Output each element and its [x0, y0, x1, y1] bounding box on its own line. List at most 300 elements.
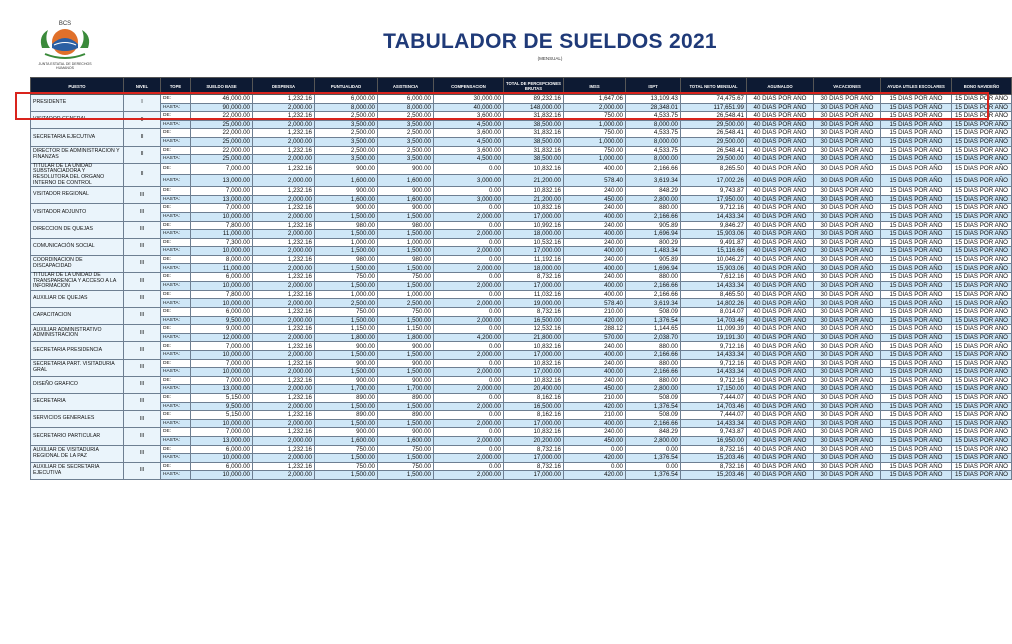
value-cell: 17,000.00	[504, 419, 564, 428]
value-cell: 20,400.00	[504, 385, 564, 394]
value-cell: 15 DIAS POR AÑO	[952, 333, 1012, 342]
value-cell: 900.00	[315, 376, 378, 385]
value-cell: 1,500.00	[378, 419, 434, 428]
value-cell: 30 DIAS POR AÑO	[814, 445, 881, 454]
value-cell: 2,500.00	[315, 112, 378, 121]
value-cell: 1,600.00	[378, 436, 434, 445]
tope-cell: HASTA:	[161, 195, 191, 204]
value-cell: 10,000.00	[191, 471, 253, 480]
value-cell: 15 DIAS POR AÑO	[952, 471, 1012, 480]
value-cell: 1,696.94	[626, 230, 681, 239]
value-cell: 240.00	[564, 238, 626, 247]
value-cell: 2,500.00	[378, 146, 434, 155]
value-cell: 450.00	[564, 436, 626, 445]
value-cell: 8,732.16	[681, 445, 747, 454]
column-header: ISPT	[626, 78, 681, 95]
value-cell: 30 DIAS POR AÑO	[814, 308, 881, 317]
value-cell: 9,743.87	[681, 428, 747, 437]
value-cell: 2,000.00	[434, 419, 504, 428]
value-cell: 15 DIAS POR AÑO	[952, 129, 1012, 138]
nivel-cell: III	[124, 359, 161, 376]
value-cell: 21,200.00	[504, 175, 564, 187]
value-cell: 7,000.00	[191, 359, 253, 368]
value-cell: 1,500.00	[315, 419, 378, 428]
tope-cell: HASTA:	[161, 316, 191, 325]
value-cell: 1,376.54	[626, 316, 681, 325]
nivel-cell: III	[124, 290, 161, 307]
value-cell: 30 DIAS POR AÑO	[814, 411, 881, 420]
value-cell: 2,000.00	[434, 471, 504, 480]
value-cell: 11,192.16	[504, 255, 564, 264]
value-cell: 1,232.16	[253, 163, 315, 175]
tope-cell: HASTA:	[161, 230, 191, 239]
value-cell: 2,000.00	[434, 368, 504, 377]
table-row	[31, 247, 1012, 256]
table-row	[31, 195, 1012, 204]
value-cell: 1,144.65	[626, 325, 681, 334]
value-cell: 880.00	[626, 273, 681, 282]
value-cell: 30 DIAS POR AÑO	[814, 95, 881, 104]
value-cell: 40 DIAS POR AÑO	[747, 342, 814, 351]
value-cell: 15 DIAS POR AÑO	[952, 290, 1012, 299]
column-header: PUESTO	[31, 78, 124, 95]
value-cell: 8,162.16	[504, 411, 564, 420]
value-cell: 2,000.00	[253, 316, 315, 325]
value-cell: 8,732.16	[504, 308, 564, 317]
value-cell: 10,046.27	[681, 255, 747, 264]
nivel-cell: III	[124, 273, 161, 291]
value-cell: 40 DIAS POR AÑO	[747, 187, 814, 196]
value-cell: 4,500.00	[434, 155, 504, 164]
value-cell: 2,000.00	[253, 351, 315, 360]
value-cell: 4,200.00	[434, 333, 504, 342]
value-cell: 7,612.16	[681, 273, 747, 282]
value-cell: 30 DIAS POR AÑO	[814, 436, 881, 445]
value-cell: 0.00	[434, 163, 504, 175]
value-cell: 40 DIAS POR AÑO	[747, 281, 814, 290]
value-cell: 29,500.00	[681, 155, 747, 164]
tope-cell: HASTA:	[161, 351, 191, 360]
value-cell: 880.00	[626, 376, 681, 385]
value-cell: 30 DIAS POR AÑO	[814, 368, 881, 377]
column-header: IMSS	[564, 78, 626, 95]
value-cell: 30 DIAS POR AÑO	[814, 333, 881, 342]
org-name: JUNTA ESTATAL DE DERECHOS HUMANOS	[38, 62, 92, 70]
value-cell: 2,500.00	[315, 299, 378, 308]
value-cell: 9,500.00	[191, 402, 253, 411]
value-cell: 848.29	[626, 187, 681, 196]
value-cell: 0.00	[434, 325, 504, 334]
table-row	[31, 146, 1012, 155]
value-cell: 30 DIAS POR AÑO	[814, 255, 881, 264]
value-cell: 15 DIAS POR AÑO	[881, 290, 952, 299]
value-cell: 9,712.16	[681, 376, 747, 385]
value-cell: 18,000.00	[504, 230, 564, 239]
value-cell: 40 DIAS POR AÑO	[747, 325, 814, 334]
value-cell: 15 DIAS POR AÑO	[952, 411, 1012, 420]
value-cell: 15 DIAS POR AÑO	[881, 204, 952, 213]
value-cell: 30 DIAS POR AÑO	[814, 471, 881, 480]
value-cell: 30 DIAS POR AÑO	[814, 393, 881, 402]
puesto-cell: COORDINACION DE DISCAPACIDAD	[31, 255, 124, 272]
value-cell: 3,500.00	[378, 120, 434, 129]
value-cell: 1,232.16	[253, 411, 315, 420]
value-cell: 400.00	[564, 247, 626, 256]
table-row	[31, 187, 1012, 196]
value-cell: 10,832.16	[504, 342, 564, 351]
value-cell: 15 DIAS POR AÑO	[952, 273, 1012, 282]
value-cell: 14,433.34	[681, 351, 747, 360]
value-cell: 30 DIAS POR AÑO	[814, 316, 881, 325]
value-cell: 0.00	[434, 238, 504, 247]
value-cell: 15 DIAS POR AÑO	[881, 195, 952, 204]
value-cell: 21,800.00	[504, 333, 564, 342]
value-cell: 9,712.16	[681, 359, 747, 368]
value-cell: 1,600.00	[378, 195, 434, 204]
nivel-cell: III	[124, 221, 161, 238]
value-cell: 40 DIAS POR AÑO	[747, 195, 814, 204]
value-cell: 1,500.00	[315, 230, 378, 239]
puesto-cell: VISITADOR ADJUNTO	[31, 204, 124, 221]
value-cell: 30 DIAS POR AÑO	[814, 146, 881, 155]
value-cell: 1,500.00	[378, 212, 434, 221]
value-cell: 450.00	[564, 385, 626, 394]
value-cell: 25,000.00	[191, 137, 253, 146]
value-cell: 15 DIAS POR AÑO	[881, 95, 952, 104]
value-cell: 30 DIAS POR AÑO	[814, 103, 881, 112]
value-cell: 0.00	[434, 204, 504, 213]
value-cell: 900.00	[315, 204, 378, 213]
nivel-cell: I	[124, 95, 161, 112]
value-cell: 1,150.00	[315, 325, 378, 334]
table-row	[31, 204, 1012, 213]
value-cell: 30 DIAS POR AÑO	[814, 204, 881, 213]
table-row	[31, 299, 1012, 308]
value-cell: 2,166.66	[626, 419, 681, 428]
value-cell: 2,800.00	[626, 195, 681, 204]
column-header: VACACIONES	[814, 78, 881, 95]
value-cell: 7,300.00	[191, 238, 253, 247]
value-cell: 7,444.07	[681, 393, 747, 402]
value-cell: 15 DIAS POR AÑO	[952, 342, 1012, 351]
value-cell: 15 DIAS POR AÑO	[881, 155, 952, 164]
value-cell: 40 DIAS POR AÑO	[747, 175, 814, 187]
table-row	[31, 175, 1012, 187]
table-row	[31, 129, 1012, 138]
value-cell: 30 DIAS POR AÑO	[814, 221, 881, 230]
value-cell: 0.00	[626, 462, 681, 471]
table-row	[31, 163, 1012, 175]
seal-icon	[30, 18, 100, 62]
value-cell: 900.00	[378, 163, 434, 175]
value-cell: 1,000.00	[315, 238, 378, 247]
tope-cell: DE:	[161, 290, 191, 299]
value-cell: 15 DIAS POR AÑO	[881, 342, 952, 351]
nivel-cell: III	[124, 325, 161, 342]
value-cell: 900.00	[315, 359, 378, 368]
value-cell: 0.00	[434, 290, 504, 299]
value-cell: 900.00	[378, 187, 434, 196]
value-cell: 10,000.00	[191, 368, 253, 377]
value-cell: 30,000.00	[434, 95, 504, 104]
value-cell: 848.29	[626, 428, 681, 437]
value-cell: 40 DIAS POR AÑO	[747, 299, 814, 308]
value-cell: 1,232.16	[253, 221, 315, 230]
value-cell: 2,000.00	[434, 436, 504, 445]
value-cell: 40 DIAS POR AÑO	[747, 402, 814, 411]
value-cell: 14,802.26	[681, 299, 747, 308]
table-row	[31, 112, 1012, 121]
value-cell: 400.00	[564, 212, 626, 221]
value-cell: 30 DIAS POR AÑO	[814, 238, 881, 247]
value-cell: 1,232.16	[253, 204, 315, 213]
value-cell: 2,000.00	[253, 385, 315, 394]
tope-cell: DE:	[161, 255, 191, 264]
table-row	[31, 368, 1012, 377]
value-cell: 17,000.00	[504, 212, 564, 221]
value-cell: 15 DIAS POR AÑO	[952, 146, 1012, 155]
value-cell: 2,000.00	[434, 212, 504, 221]
value-cell: 14,703.46	[681, 402, 747, 411]
value-cell: 750.00	[378, 273, 434, 282]
value-cell: 1,500.00	[315, 368, 378, 377]
value-cell: 1,232.16	[253, 393, 315, 402]
value-cell: 2,038.70	[626, 333, 681, 342]
value-cell: 2,000.00	[253, 402, 315, 411]
value-cell: 17,000.00	[504, 471, 564, 480]
value-cell: 15 DIAS POR AÑO	[881, 462, 952, 471]
value-cell: 10,000.00	[191, 351, 253, 360]
value-cell: 1,232.16	[253, 462, 315, 471]
value-cell: 7,000.00	[191, 204, 253, 213]
value-cell: 2,000.00	[564, 103, 626, 112]
value-cell: 12,532.16	[504, 325, 564, 334]
value-cell: 900.00	[378, 376, 434, 385]
tope-cell: DE:	[161, 393, 191, 402]
value-cell: 2,166.66	[626, 290, 681, 299]
value-cell: 1,500.00	[378, 402, 434, 411]
value-cell: 2,500.00	[378, 129, 434, 138]
puesto-cell: CAPACITACION	[31, 308, 124, 325]
nivel-cell: II	[124, 112, 161, 129]
puesto-cell: SECRETARIA	[31, 393, 124, 410]
value-cell: 40 DIAS POR AÑO	[747, 247, 814, 256]
value-cell: 29,500.00	[681, 120, 747, 129]
salary-table	[30, 77, 1008, 480]
nivel-cell: III	[124, 393, 161, 410]
tope-cell: DE:	[161, 342, 191, 351]
value-cell: 880.00	[626, 342, 681, 351]
value-cell: 8,732.16	[681, 462, 747, 471]
value-cell: 508.09	[626, 393, 681, 402]
value-cell: 15 DIAS POR AÑO	[881, 376, 952, 385]
value-cell: 750.00	[315, 273, 378, 282]
value-cell: 900.00	[378, 428, 434, 437]
nivel-cell: III	[124, 411, 161, 428]
value-cell: 750.00	[564, 146, 626, 155]
value-cell: 26,548.41	[681, 146, 747, 155]
value-cell: 1,500.00	[378, 471, 434, 480]
value-cell: 31,832.16	[504, 112, 564, 121]
value-cell: 1,700.00	[315, 385, 378, 394]
value-cell: 0.00	[434, 187, 504, 196]
value-cell: 15 DIAS POR AÑO	[952, 299, 1012, 308]
value-cell: 750.00	[564, 112, 626, 121]
value-cell: 30 DIAS POR AÑO	[814, 325, 881, 334]
value-cell: 2,000.00	[253, 175, 315, 187]
value-cell: 1,500.00	[315, 351, 378, 360]
value-cell: 30 DIAS POR AÑO	[814, 247, 881, 256]
value-cell: 17,000.00	[504, 281, 564, 290]
table-body	[31, 95, 1012, 480]
value-cell: 1,232.16	[253, 255, 315, 264]
value-cell: 14,433.34	[681, 212, 747, 221]
value-cell: 890.00	[315, 393, 378, 402]
value-cell: 2,000.00	[253, 212, 315, 221]
value-cell: 15 DIAS POR AÑO	[952, 137, 1012, 146]
value-cell: 13,000.00	[191, 175, 253, 187]
tope-cell: DE:	[161, 308, 191, 317]
table-row	[31, 428, 1012, 437]
value-cell: 9,743.87	[681, 187, 747, 196]
value-cell: 15 DIAS POR AÑO	[881, 255, 952, 264]
value-cell: 1,232.16	[253, 290, 315, 299]
value-cell: 880.00	[626, 359, 681, 368]
value-cell: 3,000.00	[434, 195, 504, 204]
puesto-cell: TITULAR DE LA UNIDAD SUBSTANCIADORA Y RESOLUTORA DEL ORGANO INTERNO DE CONTROL	[31, 163, 124, 186]
value-cell: 240.00	[564, 376, 626, 385]
value-cell: 30 DIAS POR AÑO	[814, 342, 881, 351]
value-cell: 30 DIAS POR AÑO	[814, 187, 881, 196]
value-cell: 15 DIAS POR AÑO	[881, 316, 952, 325]
value-cell: 30 DIAS POR AÑO	[814, 299, 881, 308]
value-cell: 30 DIAS POR AÑO	[814, 281, 881, 290]
value-cell: 40 DIAS POR AÑO	[747, 411, 814, 420]
value-cell: 1,600.00	[315, 195, 378, 204]
value-cell: 15 DIAS POR AÑO	[881, 221, 952, 230]
value-cell: 30 DIAS POR AÑO	[814, 155, 881, 164]
value-cell: 1,500.00	[378, 454, 434, 463]
value-cell: 15 DIAS POR AÑO	[952, 221, 1012, 230]
value-cell: 15 DIAS POR AÑO	[881, 103, 952, 112]
table-row	[31, 419, 1012, 428]
value-cell: 2,000.00	[253, 230, 315, 239]
value-cell: 6,000.00	[191, 462, 253, 471]
column-header: TOTAL DE PERCEPCIONES BRUTAS	[504, 78, 564, 95]
value-cell: 40 DIAS POR AÑO	[747, 103, 814, 112]
column-header: TOTAL NETO MENSUAL	[681, 78, 747, 95]
value-cell: 6,000.00	[191, 273, 253, 282]
table-row	[31, 290, 1012, 299]
value-cell: 4,500.00	[434, 120, 504, 129]
value-cell: 578.40	[564, 299, 626, 308]
value-cell: 15 DIAS POR AÑO	[881, 146, 952, 155]
puesto-cell: TITULAR DE LA UNIDAD DE TRANSPARENCIA Y ACCESO A LA INFORMACION	[31, 273, 124, 291]
value-cell: 8,000.00	[626, 137, 681, 146]
value-cell: 15 DIAS POR AÑO	[881, 385, 952, 394]
value-cell: 240.00	[564, 359, 626, 368]
value-cell: 1,600.00	[315, 436, 378, 445]
table-row	[31, 137, 1012, 146]
value-cell: 22,000.00	[191, 112, 253, 121]
value-cell: 11,032.16	[504, 290, 564, 299]
value-cell: 15 DIAS POR AÑO	[881, 137, 952, 146]
table-row	[31, 454, 1012, 463]
table-row	[31, 120, 1012, 129]
value-cell: 240.00	[564, 428, 626, 437]
value-cell: 15 DIAS POR AÑO	[881, 175, 952, 187]
value-cell: 117,651.99	[681, 103, 747, 112]
value-cell: 40 DIAS POR AÑO	[747, 428, 814, 437]
value-cell: 7,000.00	[191, 428, 253, 437]
value-cell: 905.89	[626, 221, 681, 230]
puesto-cell: COMUNICACIÓN SOCIAL	[31, 238, 124, 255]
value-cell: 40 DIAS POR AÑO	[747, 163, 814, 175]
value-cell: 400.00	[564, 163, 626, 175]
table-row	[31, 221, 1012, 230]
value-cell: 15 DIAS POR AÑO	[881, 445, 952, 454]
value-cell: 8,000.00	[315, 103, 378, 112]
value-cell: 30 DIAS POR AÑO	[814, 175, 881, 187]
tope-cell: DE:	[161, 129, 191, 138]
value-cell: 2,000.00	[253, 281, 315, 290]
value-cell: 25,000.00	[191, 155, 253, 164]
org-logo	[30, 18, 100, 73]
value-cell: 15 DIAS POR AÑO	[952, 247, 1012, 256]
value-cell: 15 DIAS POR AÑO	[952, 175, 1012, 187]
nivel-cell: II	[124, 129, 161, 146]
value-cell: 10,832.16	[504, 428, 564, 437]
value-cell: 30 DIAS POR AÑO	[814, 376, 881, 385]
value-cell: 15 DIAS POR AÑO	[952, 281, 1012, 290]
value-cell: 19,191.30	[681, 333, 747, 342]
value-cell: 40 DIAS POR AÑO	[747, 385, 814, 394]
value-cell: 15 DIAS POR AÑO	[952, 351, 1012, 360]
value-cell: 3,000.00	[434, 175, 504, 187]
value-cell: 1,647.06	[564, 95, 626, 104]
value-cell: 40 DIAS POR AÑO	[747, 146, 814, 155]
value-cell: 22,000.00	[191, 129, 253, 138]
value-cell: 3,619.34	[626, 175, 681, 187]
value-cell: 10,832.16	[504, 376, 564, 385]
value-cell: 15 DIAS POR AÑO	[952, 155, 1012, 164]
value-cell: 0.00	[434, 221, 504, 230]
value-cell: 2,000.00	[253, 247, 315, 256]
value-cell: 15 DIAS POR AÑO	[952, 316, 1012, 325]
value-cell: 40 DIAS POR AÑO	[747, 393, 814, 402]
table-row	[31, 155, 1012, 164]
value-cell: 15,903.06	[681, 230, 747, 239]
value-cell: 6,000.00	[191, 445, 253, 454]
value-cell: 890.00	[378, 411, 434, 420]
value-cell: 13,109.43	[626, 95, 681, 104]
tope-cell: DE:	[161, 238, 191, 247]
value-cell: 8,732.16	[504, 462, 564, 471]
value-cell: 38,500.00	[504, 137, 564, 146]
value-cell: 570.00	[564, 333, 626, 342]
value-cell: 40 DIAS POR AÑO	[747, 255, 814, 264]
value-cell: 8,732.16	[504, 445, 564, 454]
value-cell: 15,203.46	[681, 471, 747, 480]
value-cell: 15 DIAS POR AÑO	[881, 428, 952, 437]
value-cell: 15 DIAS POR AÑO	[952, 195, 1012, 204]
table-row	[31, 264, 1012, 273]
value-cell: 40 DIAS POR AÑO	[747, 471, 814, 480]
value-cell: 1,500.00	[378, 247, 434, 256]
table-row	[31, 255, 1012, 264]
value-cell: 5,150.00	[191, 411, 253, 420]
value-cell: 15 DIAS POR AÑO	[881, 333, 952, 342]
